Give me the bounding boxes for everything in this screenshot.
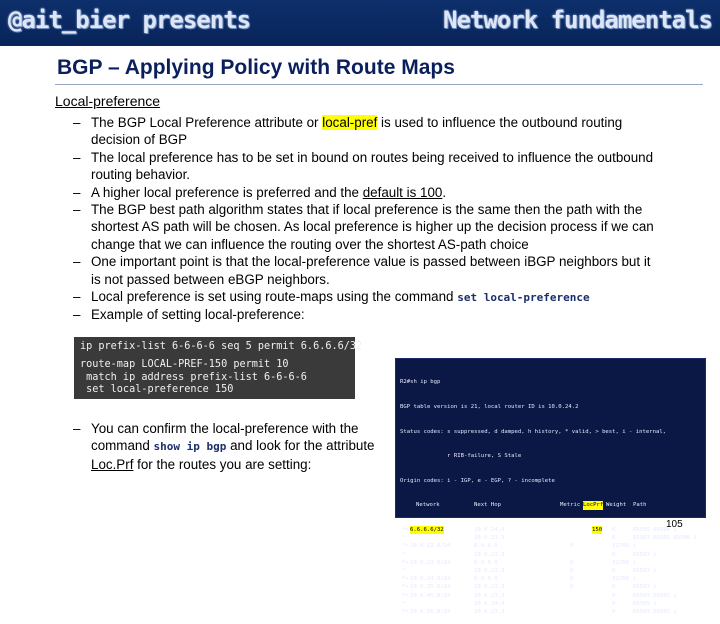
bullet-text: Example of setting local-preference: [91,307,305,323]
bullet-text-part: for the routes you are setting: [133,456,312,472]
bullet-text-part: is used to influence the outbound routing decision of BGP [91,115,623,148]
row-status: * [402,567,406,574]
row-network: 10.0.45.0/24 [410,592,451,599]
inline-command: show ip bgp [153,440,227,454]
bullet-item [73,114,663,149]
bullet-text-part: and look for the attribute [226,438,375,454]
bullet-text: The local preference has to be set in bound on routes being received to influence the outbound routing behavior. [91,149,654,183]
page-number: 105 [666,519,683,530]
bullet-dash: – [73,289,81,305]
bullet-text-part: Local preference is set using route-maps using the command [91,289,458,305]
row-path: i [633,543,637,550]
config-line: match ip address prefix-list 6-6-6-6 [80,371,307,383]
row-status: *> [402,559,409,566]
row-path: 65505 i [633,600,657,607]
row-next-hop: 10.0.24.4 [474,527,505,534]
bullet-item [73,420,393,473]
bullet-dash: – [73,421,81,436]
bullet-item [73,306,663,323]
highlighted-term: local-pref [322,115,378,130]
bullet-text-part: . [442,184,447,200]
row-status: * [402,600,406,607]
bullet-text-part: A higher local preference is preferred and the [91,184,363,200]
terminal-table-row [400,583,701,591]
row-path: 65503 65505 65506 i [633,535,697,542]
row-weight: 0 [612,567,616,574]
row-status: *> [402,584,409,591]
bullet-text: The BGP best path algorithm states that if local preference is the same then the path with the shortest AS path will be chosen. As local preference is higher up the decision process if we can change that we can influence the routing over the shortest AS-path choice [91,202,654,252]
bullet-text: One important point is that the local-preference value is passed between iBGP neighbors but it is not passed between eBGP neighbors. [91,254,651,287]
row-weight: 0 [612,592,616,599]
row-path: 65503 i [633,584,657,591]
row-next-hop: 10.0.23.3 [474,535,505,542]
terminal-table-row [400,608,701,616]
terminal-line: Status codes: s suppressed, d damped, h history, * valid, > best, i - internal, [400,428,667,435]
bullet-dash: – [73,149,81,165]
terminal-line: Origin codes: i - IGP, e - EGP, ? - incomplete [400,477,555,484]
row-network: 10.0.35.0/24 [410,584,451,591]
terminal-table-row [400,526,701,534]
terminal-table-row [400,559,701,567]
row-next-hop: 0.0.0.0 [474,576,498,583]
row-metric: 0 [570,559,574,566]
terminal-table-row [400,542,701,550]
terminal-table-row [400,600,701,608]
terminal-line: r RIB-failure, S Stale [400,453,522,460]
bullet-dash: – [73,307,81,323]
row-next-hop: 0.0.0.0 [474,543,498,550]
row-weight: 32768 [612,559,629,566]
row-status: *> [402,608,409,615]
row-status: *> [402,592,409,599]
bullet-text [91,184,663,201]
config-line: route-map LOCAL-PREF-150 permit 10 [80,359,289,371]
bullet-text [91,420,393,473]
row-status: *> [402,543,409,550]
terminal-line: BGP table version is 21, local router ID is 10.0.24.2 [400,404,579,411]
header-next-hop: Next Hop [474,502,501,509]
terminal-table-row [400,534,701,542]
bullet-dash: – [73,184,81,200]
row-network: 10.0.12.0/24 [410,543,451,550]
row-path: 65503 i [633,551,657,558]
header-metric: Metric [560,502,581,509]
config-snippet [74,337,363,399]
terminal-table-row [400,575,701,583]
row-next-hop: 10.0.23.3 [474,608,505,615]
header-network: Network [416,502,440,509]
bullet-item [73,201,663,253]
row-next-hop: 10.0.23.3 [474,592,505,599]
bullet-item [73,149,663,184]
terminal-table-row [400,592,701,600]
bullet-dash: – [73,202,81,218]
row-metric: 0 [570,567,574,574]
row-path: 65503 65505 i [633,608,677,615]
row-path: 65503 i [633,567,657,574]
bullet-text [91,114,663,149]
row-metric: 0 [570,576,574,583]
row-weight: 0 [612,535,616,542]
row-weight: 32768 [612,543,629,550]
row-next-hop: 10.0.23.3 [474,567,505,574]
row-next-hop: 10.0.23.3 [474,551,505,558]
row-path: i [633,559,637,566]
bullet-dash: – [73,254,81,270]
row-network: 10.0.56.0/24 [410,608,451,615]
slide-title: BGP – Applying Policy with Route Maps [57,56,455,79]
confirm-bullet [73,420,393,473]
row-weight: 0 [612,608,616,615]
terminal-table-row [400,567,701,575]
terminal-header-row [400,501,701,509]
row-locprf: 150 [592,527,603,534]
section-heading: Local-preference [55,93,161,109]
row-next-hop: 10.0.24.4 [474,600,505,607]
row-status: * [402,535,406,542]
row-network: 10.0.24.0/24 [410,576,451,583]
bullet-text [91,288,663,306]
series-logo: Network fundamentals [443,6,712,34]
presenter-logo: @ait_bier presents [8,6,251,34]
row-path: 65505 65506 i [633,527,677,534]
row-weight: 0 [612,584,616,591]
header-path: Path [633,502,647,509]
bullet-list [73,114,663,324]
bullet-dash: – [73,115,81,130]
title-divider [55,84,703,85]
row-weight: 0 [612,551,616,558]
underlined-term: default is 100 [362,184,443,200]
underlined-term: Loc.Prf [91,456,134,472]
header-banner [0,0,720,46]
row-status: *> [402,576,409,583]
row-metric: 0 [570,584,574,591]
row-path: 65503 65505 i [633,592,677,599]
row-path: i [633,576,637,583]
header-weight: Weight [606,502,627,509]
config-line: set local-preference 150 [80,384,234,396]
config-line: ip prefix-list 6-6-6-6 seq 5 permit 6.6.6.6/32 [80,341,363,352]
row-status: * [402,551,406,558]
header-locprf: LocPrf [583,502,604,509]
row-status: *> [402,527,409,534]
bullet-item [73,184,663,201]
row-network: 6.6.6.6/32 [410,527,444,534]
row-network: 10.0.23.0/24 [410,559,451,566]
terminal-line: R2#sh ip bgp [400,379,441,386]
row-metric: 0 [570,543,574,550]
row-next-hop: 0.0.0.0 [474,559,498,566]
row-weight: 0 [612,527,616,534]
inline-command: set local-preference [457,291,590,305]
bullet-item [73,288,663,306]
row-next-hop: 10.0.23.3 [474,584,505,591]
bullet-text-part: You can confirm the local-preference with the command [91,421,359,454]
row-weight: 0 [612,600,616,607]
terminal-table-row [400,551,701,559]
bullet-item [73,253,663,288]
bullet-text-part: The BGP Local Preference attribute or [91,115,323,130]
terminal-rows [400,526,701,616]
row-weight: 32768 [612,576,629,583]
